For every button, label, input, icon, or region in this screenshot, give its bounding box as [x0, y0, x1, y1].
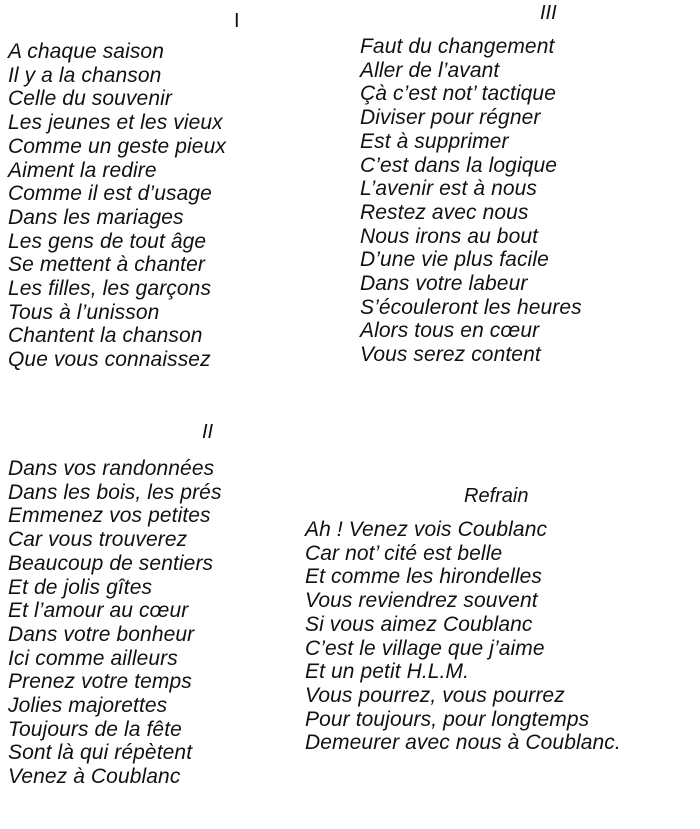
section2-line: Emmenez vos petites	[8, 504, 211, 528]
section3-line: Aller de l’avant	[360, 58, 500, 82]
section3-line: Restez avec nous	[360, 200, 529, 224]
refrain-title: Refrain	[464, 485, 529, 507]
section1-line: Chantent la chanson	[8, 324, 203, 348]
section3-line: Vous serez content	[360, 343, 541, 367]
section3-line: Çà c’est not’ tactique	[360, 82, 556, 106]
section2-line: Dans vos randonnées	[8, 457, 215, 480]
refrain-line: Vous reviendrez souvent	[305, 589, 538, 613]
refrain-verse	[305, 518, 621, 755]
section3-line: Faut du changement	[360, 35, 555, 58]
section3-line: Est à supprimer	[360, 129, 509, 153]
section3-line: Dans votre labeur	[360, 272, 528, 296]
section-2-numeral: II	[202, 421, 214, 443]
section3-line: C’est dans la logique	[360, 153, 558, 177]
refrain-line: Ah ! Venez vois Coublanc	[305, 518, 548, 541]
section3-line: D’une vie plus facile	[360, 248, 549, 272]
section3-line: Alors tous en cœur	[360, 319, 540, 343]
refrain-line: Pour toujours, pour longtemps	[305, 707, 590, 731]
section1-line: A chaque saison	[8, 40, 164, 63]
section1-line: Comme un geste pieux	[8, 134, 226, 158]
section3-line: Nous irons au bout	[360, 224, 539, 248]
section2-line: Prenez votre temps	[8, 670, 192, 694]
refrain-line: Si vous aimez Coublanc	[305, 612, 533, 636]
section1-line: Tous à l’unisson	[8, 300, 160, 324]
section-2-verse	[8, 457, 222, 789]
section1-line: Que vous connaissez	[8, 348, 211, 372]
section1-line: Celle du souvenir	[8, 87, 172, 111]
section3-line: S’écouleront les heures	[360, 295, 582, 319]
section1-line: Les filles, les garçons	[8, 277, 212, 301]
section1-line: Aiment la redire	[8, 158, 157, 182]
refrain-line: Et comme les hirondelles	[305, 565, 542, 589]
section-1-numeral: I	[234, 10, 240, 32]
refrain-line: Et un petit H.L.M.	[305, 660, 470, 684]
section-1-verse	[8, 40, 226, 372]
section2-line: Sont là qui répètent	[8, 741, 193, 765]
section1-line: Se mettent à chanter	[8, 253, 205, 277]
refrain-line: Car not’ cité est belle	[305, 541, 503, 565]
refrain-line: C’est le village que j’aime	[305, 636, 545, 660]
section-3-numeral: III	[540, 2, 557, 24]
section2-line: Et de jolis gîtes	[8, 575, 153, 599]
refrain-line: Demeurer avec nous à Coublanc.	[305, 731, 621, 755]
section2-line: Toujours de la fête	[8, 717, 182, 741]
section2-line: Ici comme ailleurs	[8, 646, 178, 670]
section2-line: Jolies majorettes	[8, 694, 168, 718]
section1-line: Les gens de tout âge	[8, 229, 207, 253]
section1-line: Il y a la chanson	[8, 63, 162, 87]
section2-line: Car vous trouverez	[8, 528, 188, 552]
section2-line: Dans votre bonheur	[8, 622, 195, 646]
refrain-line: Vous pourrez, vous pourrez	[305, 683, 565, 707]
section3-line: Diviser pour régner	[360, 106, 541, 130]
section1-line: Comme il est d’usage	[8, 182, 212, 206]
section2-line: Dans les bois, les prés	[8, 480, 222, 504]
section2-line: Beaucoup de sentiers	[8, 551, 214, 575]
section1-line: Dans les mariages	[8, 205, 184, 229]
section-3-verse	[360, 35, 582, 367]
section1-line: Les jeunes et les vieux	[8, 111, 223, 135]
section2-line: Et l’amour au cœur	[8, 599, 189, 623]
section2-line: Venez à Coublanc	[8, 765, 181, 789]
section3-line: L’avenir est à nous	[360, 177, 538, 201]
